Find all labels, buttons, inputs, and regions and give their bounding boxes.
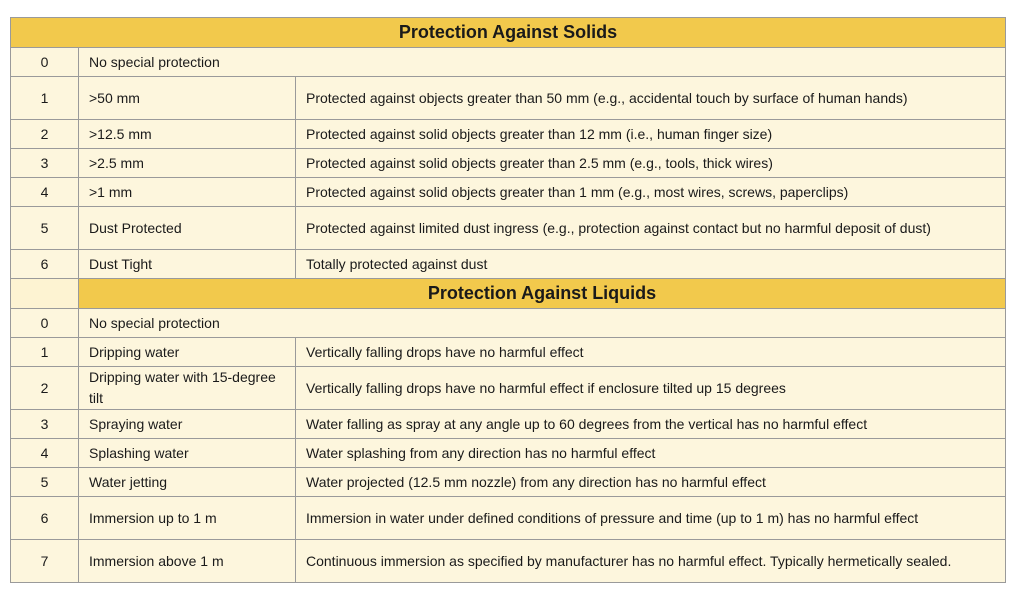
liquids-description: Water projected (12.5 mm nozzle) from any direction has no harmful effect (296, 468, 1006, 497)
liquids-description: Water splashing from any direction has no harmful effect (296, 439, 1006, 468)
liquids-name: Immersion up to 1 m (79, 497, 296, 540)
liquids-description: Immersion in water under defined conditions of pressure and time (up to 1 m) has no harmful effect (296, 497, 1006, 540)
liquids-code: 2 (11, 367, 79, 410)
liquids-code: 6 (11, 497, 79, 540)
solids-code: 4 (11, 178, 79, 207)
table-row (11, 410, 1006, 439)
table-row (11, 149, 1006, 178)
solids-description: Protected against limited dust ingress (e.g., protection against contact but no harmful deposit of dust) (296, 207, 1006, 250)
solids-code: 0 (11, 48, 79, 77)
solids-name: No special protection (79, 48, 1006, 77)
liquids-code: 7 (11, 540, 79, 583)
liquids-name: Splashing water (79, 439, 296, 468)
liquids-description: Vertically falling drops have no harmful effect (296, 338, 1006, 367)
liquids-name: No special protection (79, 309, 1006, 338)
liquids-section-title: Protection Against Liquids (79, 279, 1006, 309)
table-row (11, 497, 1006, 540)
table-row (11, 48, 1006, 77)
liquids-header-row (11, 279, 1006, 309)
solids-code: 2 (11, 120, 79, 149)
solids-description: Protected against solid objects greater than 1 mm (e.g., most wires, screws, paperclips) (296, 178, 1006, 207)
table-row (11, 338, 1006, 367)
table-row (11, 120, 1006, 149)
liquids-description: Vertically falling drops have no harmful effect if enclosure tilted up 15 degrees (296, 367, 1006, 410)
table-row (11, 178, 1006, 207)
solids-section-title: Protection Against Solids (11, 18, 1006, 48)
solids-code: 3 (11, 149, 79, 178)
liquids-name: Dripping water (79, 338, 296, 367)
table-row (11, 468, 1006, 497)
solids-description: Protected against solid objects greater than 12 mm (i.e., human finger size) (296, 120, 1006, 149)
liquids-description: Continuous immersion as specified by manufacturer has no harmful effect. Typically hermetically sealed. (296, 540, 1006, 583)
liquids-code: 3 (11, 410, 79, 439)
liquids-code: 5 (11, 468, 79, 497)
table-row (11, 439, 1006, 468)
solids-code: 6 (11, 250, 79, 279)
liquids-name: Immersion above 1 m (79, 540, 296, 583)
table-row (11, 77, 1006, 120)
solids-header-row (11, 18, 1006, 48)
liquids-name: Dripping water with 15-degree tilt (79, 367, 296, 410)
solids-name: >2.5 mm (79, 149, 296, 178)
liquids-code: 0 (11, 309, 79, 338)
liquids-header-blank-cell (11, 279, 79, 309)
table-row (11, 367, 1006, 410)
solids-description: Protected against objects greater than 50 mm (e.g., accidental touch by surface of human hands) (296, 77, 1006, 120)
liquids-name: Water jetting (79, 468, 296, 497)
solids-name: Dust Tight (79, 250, 296, 279)
liquids-code: 4 (11, 439, 79, 468)
table-row (11, 540, 1006, 583)
solids-description: Totally protected against dust (296, 250, 1006, 279)
solids-description: Protected against solid objects greater than 2.5 mm (e.g., tools, thick wires) (296, 149, 1006, 178)
solids-name: >1 mm (79, 178, 296, 207)
table-row (11, 250, 1006, 279)
solids-name: >50 mm (79, 77, 296, 120)
solids-code: 5 (11, 207, 79, 250)
table-row (11, 207, 1006, 250)
solids-name: >12.5 mm (79, 120, 296, 149)
ip-rating-table (10, 17, 1006, 583)
solids-code: 1 (11, 77, 79, 120)
solids-name: Dust Protected (79, 207, 296, 250)
liquids-name: Spraying water (79, 410, 296, 439)
liquids-code: 1 (11, 338, 79, 367)
table-row (11, 309, 1006, 338)
liquids-description: Water falling as spray at any angle up to 60 degrees from the vertical has no harmful effect (296, 410, 1006, 439)
